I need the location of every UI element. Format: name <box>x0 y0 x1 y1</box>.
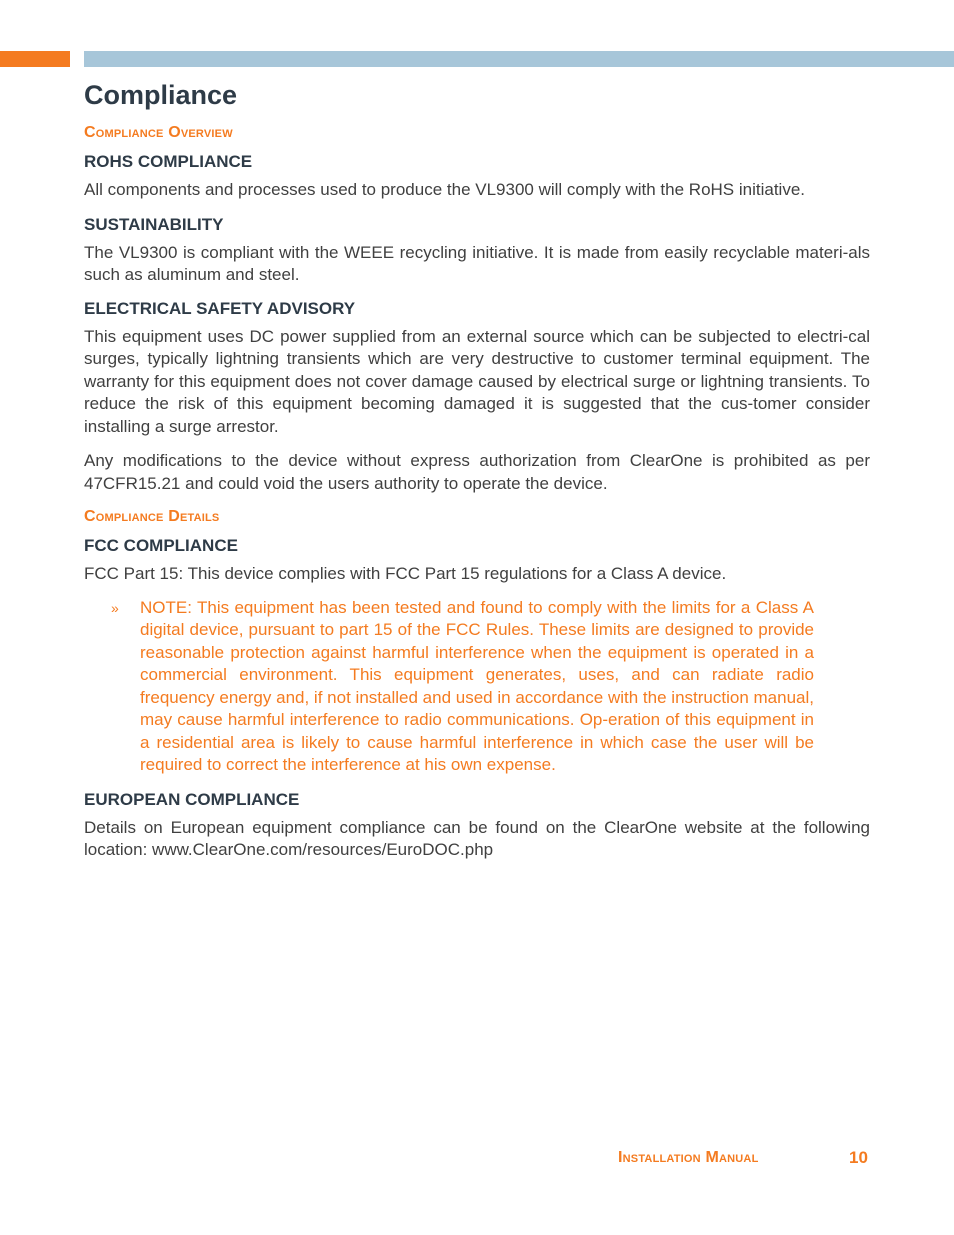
rohs-heading: ROHS COMPLIANCE <box>84 152 253 171</box>
european-heading: EUROPEAN COMPLIANCE <box>84 789 300 809</box>
sustainability-text: The VL9300 is compliant with the WEEE recycling initiative. It is made from easily recyclable materi-als such as aluminum and steel. <box>84 242 870 284</box>
electrical-safety-text: This equipment uses DC power supplied from an external source which can be subjected to electri-cal surges, typically lightning transients which are very destructive to customer terminal equipment. The warranty for this equipment does not cover damage caused by electrical surge or lightning transients. To reduce the risk of this equipment becoming damaged it is suggested that the cus-tomer consider installing a surge arrestor. <box>84 326 870 436</box>
fcc-note <box>84 597 870 777</box>
footer-manual-title: Installation Manual <box>618 1149 759 1166</box>
section-heading-details: Compliance Details <box>84 508 220 525</box>
fcc-note-text: NOTE: This equipment has been tested and found to comply with the limits for a Class A digital device, pursuant to part 15 of the FCC Rules. These limits are designed to provide reasonable protection against harmful interference when the equipment is operated in a commercial environment. This equipment generates, uses, and can radiate radio frequency energy and, if not installed and used in accordance with the instruction manual, may cause harmful interference to radio communications. Op-eration of this equipment in a residential area is likely to cause harmful interference in which case the user will be required to correct the interference at his own expense. <box>140 597 814 774</box>
header-bar <box>84 51 954 67</box>
note-bullet-icon: » <box>111 599 119 616</box>
rohs-text: All components and processes used to produce the VL9300 will comply with the RoHS initiative. <box>84 180 805 199</box>
section-heading-overview: Compliance Overview <box>84 124 233 141</box>
fcc-text: FCC Part 15: This device complies with FCC Part 15 regulations for a Class A device. <box>84 564 727 583</box>
modifications-text: Any modifications to the device without express authorization from ClearOne is prohibited as per 47CFR15.21 and could void the users authority to operate the device. <box>84 451 870 493</box>
electrical-safety-heading: ELECTRICAL SAFETY ADVISORY <box>84 298 356 318</box>
page-number: 10 <box>849 1148 868 1167</box>
page-title: Compliance <box>84 80 238 110</box>
header-accent-bar <box>0 51 70 67</box>
page-content <box>84 78 870 862</box>
sustainability-heading: SUSTAINABILITY <box>84 214 224 234</box>
fcc-heading: FCC COMPLIANCE <box>84 536 238 555</box>
european-text: Details on European equipment compliance can be found on the ClearOne website at the following location: www.ClearOne.com/resources/EuroDOC.php <box>84 817 870 859</box>
